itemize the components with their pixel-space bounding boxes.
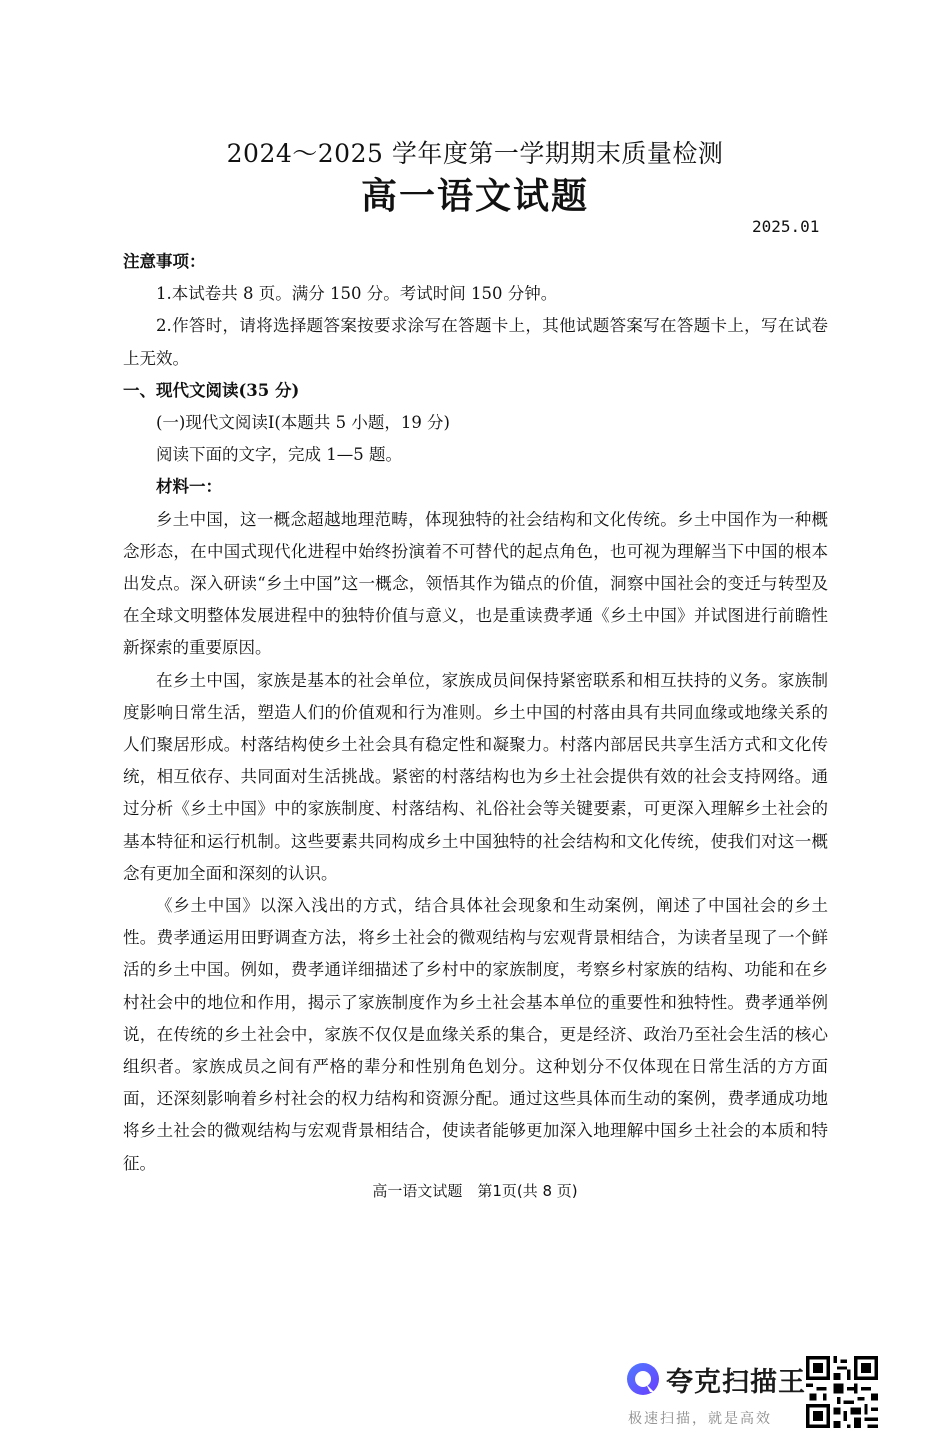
notice-item-1: 1.本试卷共 8 页。满分 150 分。考试时间 150 分钟。 [156,284,558,304]
scanner-watermark [626,1356,926,1436]
scanner-slogan: 极速扫描，就是高效 [628,1411,772,1427]
section-sub-heading: (一)现代文阅读Ⅰ(本题共 5 小题，19 分) [156,413,450,433]
exam-date: 2025.01 [752,217,820,236]
exam-content [123,246,828,1180]
paragraph-1: 乡土中国，这一概念超越地理范畴，体现独特的社会结构和文化传统。乡土中国作为一种概念形态，在中国式现代化进程中始终扮演着不可替代的起点角色，也可视为理解当下中国的根本出发点。深入研读“乡土中国”这一概念，领悟其作为锚点的价值，洞察中国社会的变迁与转型及在全球文明整体发展进程中的独特价值与意义，也是重读费孝通《乡土中国》并试图进行前瞻性新探索的重要原因。 [123,509,828,658]
section-heading: 一、现代文阅读(35 分) [123,380,300,400]
exam-title: 高一语文试题 [360,175,589,217]
quark-logo-icon [626,1362,660,1396]
page-footer: 高一语文试题 第1页(共 8 页) [372,1182,578,1200]
notice-heading: 注意事项： [123,252,206,271]
exam-subtitle: 2024～2025 学年度第一学期期末质量检测 [226,139,724,168]
material-label: 材料一： [156,477,222,497]
notice-item-2: 2.作答时，请将选择题答案按要求涂写在答题卡上，其他试题答案写在答题卡上，写在试卷上无效。 [123,316,828,368]
paragraph-3: 《乡土中国》以深入浅出的方式，结合具体社会现象和生动案例，阐述了中国社会的乡土性。费孝通运用田野调查方法，将乡土社会的微观结构与宏观背景相结合，为读者呈现了一个鲜活的乡土中国。例如，费孝通详细描述了乡村中的家族制度，考察乡村家族的结构、功能和在乡村社会中的地位和作用，揭示了家族制度作为乡土社会基本单位的重要性和独特性。费孝通举例说，在传统的乡土社会中，家族不仅仅是血缘关系的集合，更是经济、政治乃至社会生活的核心组织者。家族成员之间有严格的辈分和性别角色划分。这种划分不仅体现在日常生活的方方面面，还深刻影响着乡村社会的权力结构和资源分配。通过这些具体而生动的案例，费孝通成功地将乡土社会的微观结构与宏观背景相结合，使读者能够更加深入地理解中国乡土社会的本质和特征。 [123,896,828,1173]
qr-code-icon [806,1356,878,1428]
scanner-app-name: 夸克扫描王 [666,1367,806,1398]
reading-instruction: 阅读下面的文字，完成 1—5 题。 [156,445,402,465]
paragraph-2: 在乡土中国，家族是基本的社会单位，家族成员间保持紧密联系和相互扶持的义务。家族制度影响日常生活，塑造人们的价值观和行为准则。乡土中国的村落由具有共同血缘或地缘关系的人们聚居形成。村落结构使乡土社会具有稳定性和凝聚力。村落内部居民共享生活方式和文化传统，相互依存、共同面对生活挑战。紧密的村落结构也为乡土社会提供有效的社会支持网络。通过分析《乡土中国》中的家族制度、村落结构、礼俗社会等关键要素，可更深入理解乡土社会的基本特征和运行机制。这些要素共同构成乡土中国独特的社会结构和文化传统，使我们对这一概念有更加全面和深刻的认识。 [123,670,828,883]
